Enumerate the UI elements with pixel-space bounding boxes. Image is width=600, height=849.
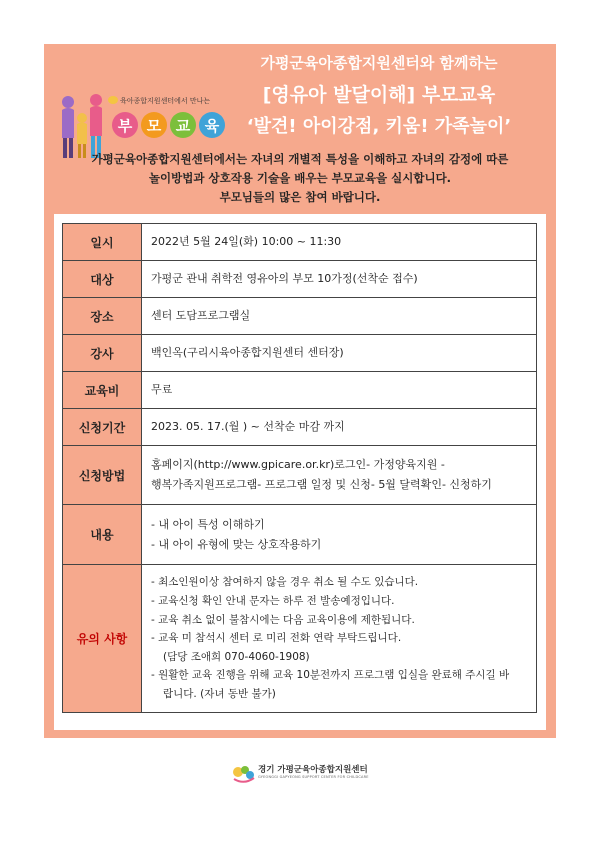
intro-line-1: 가평군육아종합지원센터에서는 자녀의 개별적 특성을 이해하고 자녀의 감정에 따른: [91, 152, 509, 166]
table-row-fee: [63, 372, 537, 409]
footer-org-name: 경기 가평군육아종합지원센터: [258, 765, 368, 775]
row-value: [142, 298, 537, 335]
title-line-3: ‘발견! 아이강점, 키움! 가족놀이’: [246, 116, 512, 137]
table-row-place: [63, 298, 537, 335]
intro-line-2: 놀이방법과 상호작용 기술을 배우는 부모교육을 실시합니다.: [148, 171, 452, 185]
row-label-warning: 유의 사항: [63, 565, 142, 713]
value-line: - 내 아이 특성 이해하기: [151, 517, 265, 531]
info-table: [62, 223, 537, 713]
table-row-date: [63, 224, 537, 261]
footer-org-name-en: GYEONGGI GAPYEONG SUPPORT CENTER FOR CHILDCARE: [258, 775, 369, 779]
table-row-instructor: [63, 335, 537, 372]
row-label: 대상: [63, 261, 142, 298]
row-value: [142, 446, 537, 505]
table-row-target: [63, 261, 537, 298]
logo-subtitle-text: 육아종합지원센터에서 만나는: [120, 97, 211, 105]
row-value: [142, 565, 537, 713]
row-label: 강사: [63, 335, 142, 372]
logo-badges: [112, 112, 225, 138]
row-value: [142, 335, 537, 372]
row-value: [142, 505, 537, 565]
value-line: 무료: [151, 383, 173, 396]
info-panel: [54, 214, 546, 730]
table-row-period: [63, 409, 537, 446]
table-row-content: [63, 505, 537, 565]
logo-badge: 부: [112, 112, 138, 138]
value-line: 가평군 관내 취학전 영유아의 부모 10가정(선착순 접수): [151, 272, 418, 285]
value-line: 센터 도담프로그램실: [151, 309, 251, 322]
value-line: 랍니다. (자녀 동반 불가): [163, 687, 276, 700]
row-label: 신청기간: [63, 409, 142, 446]
row-label: 장소: [63, 298, 142, 335]
footer-logo: [232, 763, 392, 785]
logo-badge: 교: [170, 112, 196, 138]
value-line: - 원활한 교육 진행을 위해 교육 10분전까지 프로그램 입실을 완료해 주시길 바: [151, 669, 510, 682]
row-value: [142, 409, 537, 446]
value-line: - 교육 취소 없이 불참시에는 다음 교육이용에 제한됩니다.: [151, 613, 415, 626]
row-value: [142, 372, 537, 409]
logo-subtitle: [108, 96, 210, 106]
title-line-1: 가평군육아종합지원센터와 함께하는: [260, 54, 498, 72]
value-line: - 교육신청 확인 안내 문자는 하루 전 발송예정입니다.: [151, 595, 395, 608]
table-row-method: [63, 446, 537, 505]
title-line-2: [영유아 발달이해] 부모교육: [262, 84, 496, 106]
center-mark-icon: [108, 96, 118, 104]
row-label: 교육비: [63, 372, 142, 409]
logo-badge: 모: [141, 112, 167, 138]
value-line: 백인옥(구리시육아종합지원센터 센터장): [151, 346, 344, 359]
row-label: 내용: [63, 505, 142, 565]
logo-badge: 육: [199, 112, 225, 138]
poster-panel: [44, 44, 556, 738]
value-line: (담당 조애희 070-4060-1908): [163, 650, 310, 663]
value-line: - 교육 미 참석시 센터 로 미리 전화 연락 부탁드립니다.: [151, 632, 402, 645]
value-line: 행복가족지원프로그램- 프로그램 일정 및 신청- 5월 달력확인- 신청하기: [151, 478, 492, 491]
value-line: 홈페이지(http://www.gpicare.or.kr)로그인- 가정양육지원 -: [151, 458, 445, 471]
intro-line-3: 부모님들의 많은 참여 바랍니다.: [219, 190, 381, 204]
value-line: - 최소인원이상 참여하지 않을 경우 취소 될 수도 있습니다.: [151, 576, 419, 589]
row-value: [142, 224, 537, 261]
center-logo-icon: [232, 763, 256, 783]
value-line: 2023. 05. 17.(월 ) ~ 선착순 마감 까지: [151, 420, 345, 433]
row-label: 신청방법: [63, 446, 142, 505]
row-value: [142, 261, 537, 298]
value-line: 2022년 5월 24일(화) 10:00 ~ 11:30: [151, 235, 342, 248]
value-line: - 내 아이 유형에 맞는 상호작용하기: [151, 537, 322, 551]
table-row-notes: [63, 565, 537, 713]
row-label: 일시: [63, 224, 142, 261]
